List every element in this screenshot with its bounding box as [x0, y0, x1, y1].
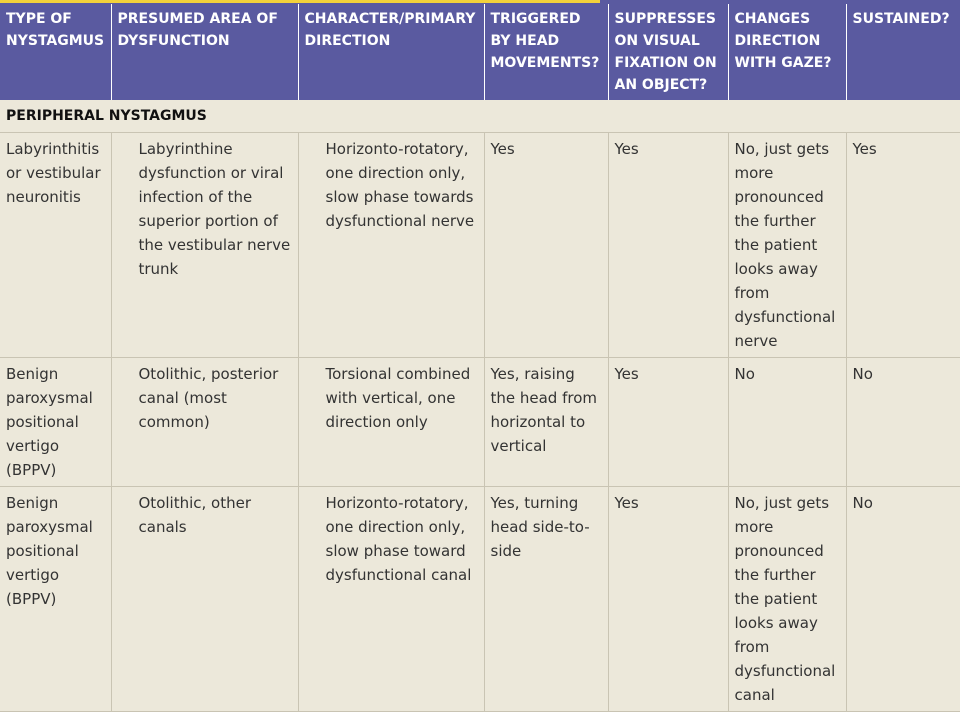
- cell-area: Otolithic, other canals: [111, 487, 298, 712]
- table-row: [0, 487, 960, 712]
- header-changes-direction: CHANGES DIRECTION WITH GAZE?: [728, 4, 846, 100]
- cell-triggered: Yes, turning head side-to-side: [484, 487, 608, 712]
- header-triggered-by-head: TRIGGERED BY HEAD MOVEMENTS?: [484, 4, 608, 100]
- section-row: [0, 100, 960, 133]
- section-label: PERIPHERAL NYSTAGMUS: [0, 100, 960, 133]
- top-accent-bar: [0, 0, 600, 3]
- cell-character: Torsional combined with vertical, one direction only: [298, 358, 484, 487]
- cell-triggered: Yes: [484, 133, 608, 358]
- header-type-of-nystagmus: TYPE OF NYSTAGMUS: [0, 4, 111, 100]
- cell-changes: No, just gets more pronounced the further the patient looks away from dysfunctional canal: [728, 487, 846, 712]
- cell-triggered: Yes, raising the head from horizontal to vertical: [484, 358, 608, 487]
- header-sustained: SUSTAINED?: [846, 4, 960, 100]
- table-body: [0, 100, 960, 712]
- table-header: [0, 4, 960, 100]
- cell-sustained: No: [846, 487, 960, 712]
- cell-type: Benign paroxysmal positional vertigo (BPPV): [0, 487, 111, 712]
- header-character-direction: CHARACTER/PRIMARY DIRECTION: [298, 4, 484, 100]
- nystagmus-table: [0, 4, 960, 712]
- cell-sustained: No: [846, 358, 960, 487]
- cell-type: Labyrinthitis or vestibular neuronitis: [0, 133, 111, 358]
- cell-area: Labyrinthine dysfunction or viral infection of the superior portion of the vestibular nerve trunk: [111, 133, 298, 358]
- cell-changes: No, just gets more pronounced the further the patient looks away from dysfunctional nerve: [728, 133, 846, 358]
- cell-area: Otolithic, posterior canal (most common): [111, 358, 298, 487]
- cell-character: Horizonto-rotatory, one direction only, slow phase toward dysfunctional canal: [298, 487, 484, 712]
- table-row: [0, 133, 960, 358]
- cell-character: Horizonto-rotatory, one direction only, slow phase towards dysfunctional nerve: [298, 133, 484, 358]
- cell-suppresses: Yes: [608, 358, 728, 487]
- header-row: [0, 4, 960, 100]
- cell-suppresses: Yes: [608, 133, 728, 358]
- cell-sustained: Yes: [846, 133, 960, 358]
- cell-suppresses: Yes: [608, 487, 728, 712]
- header-suppresses-on-fixation: SUPPRESSES ON VISUAL FIXATION ON AN OBJECT?: [608, 4, 728, 100]
- table-row: [0, 358, 960, 487]
- cell-changes: No: [728, 358, 846, 487]
- cell-type: Benign paroxysmal positional vertigo (BPPV): [0, 358, 111, 487]
- header-presumed-area: PRESUMED AREA OF DYSFUNCTION: [111, 4, 298, 100]
